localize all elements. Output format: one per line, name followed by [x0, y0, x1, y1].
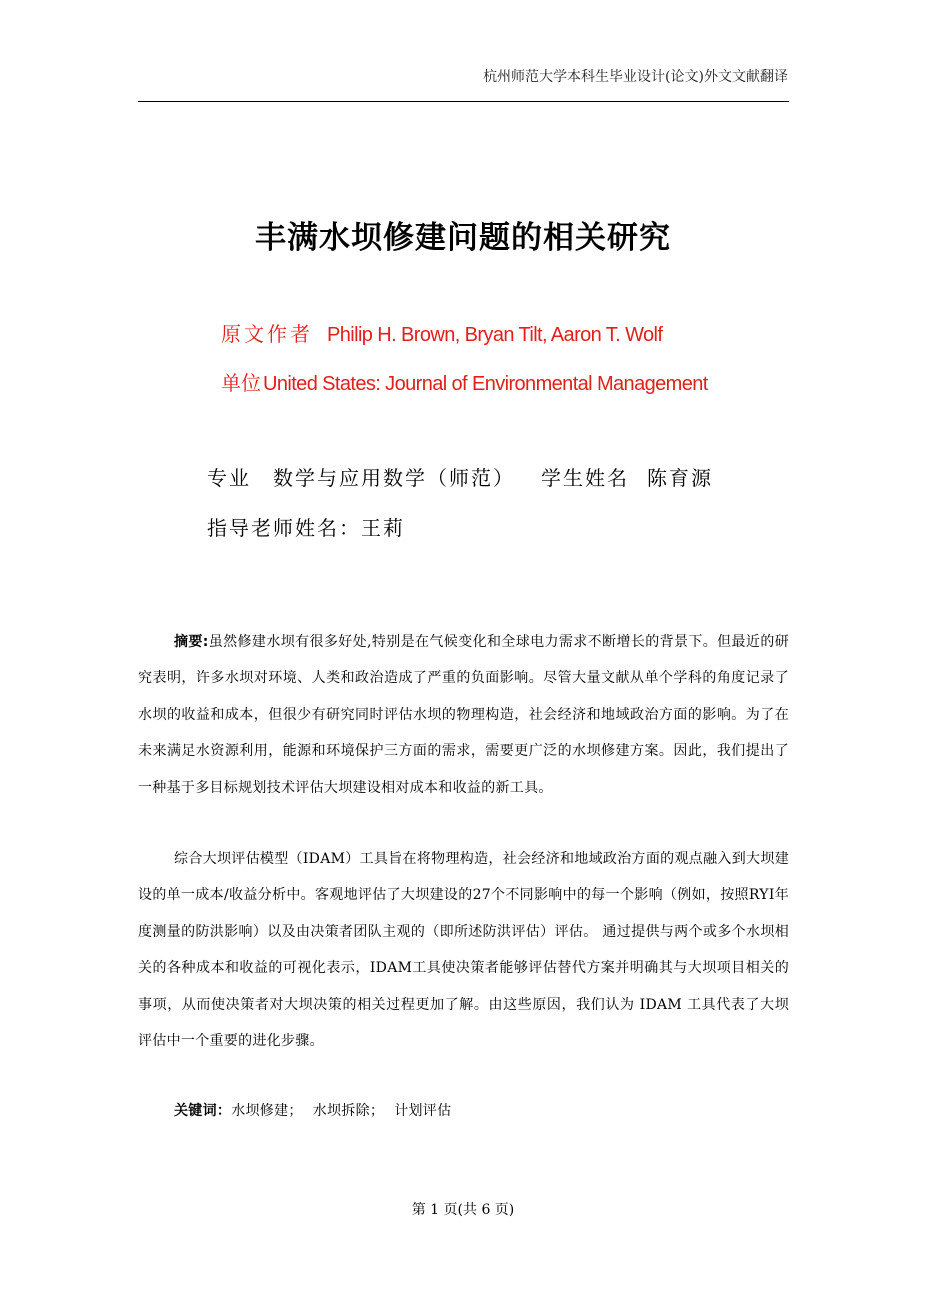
keyword-item: 水坝拆除；	[312, 1103, 385, 1119]
running-header: 杭州师范大学本科生毕业设计(论文)外文文献翻译	[483, 69, 788, 85]
unit-label: 单位	[221, 371, 261, 395]
keyword-item: 计划评估	[394, 1103, 452, 1119]
document-title: 丰满水坝修建问题的相关研究	[255, 220, 671, 256]
keyword-item: 水坝修建；	[231, 1103, 303, 1119]
unit-value: United States: Journal of Environmental Management	[263, 373, 708, 395]
body-paragraph: 综合大坝评估模型（IDAM）工具旨在将物理构造，社会经济和地域政治方面的观点融入到大坝建设的单一成本/收益分析中。客观地评估了大坝建设的27个不同影响中的每一个影响（例如，按照RYI年度测量的防洪影响）以及由决策者团队主观的（即所述防洪评估）评估。 通过提供与两个或多个水坝相关的各种成本和收益的可视化表示，IDAM工具使决策者能够评估替代方案并明确其与大坝项目相关的事项，从而使决策者对大坝决策的相关过程更加了解。由这些原因，我们认为 IDAM 工具代表了大坝评估中一个重要的进化步骤。	[138, 851, 789, 1050]
abstract-label: 摘要:	[174, 634, 209, 650]
student-label: 学生姓名	[541, 466, 629, 490]
abstract-paragraph	[138, 624, 789, 806]
advisor-label: 指导老师姓名：	[207, 516, 361, 540]
page-number: 第 1 页(共 6 页)	[411, 1202, 515, 1218]
header-divider	[138, 101, 789, 102]
keywords-label: 关键词：	[174, 1103, 232, 1119]
author-line	[221, 318, 662, 347]
abstract-text: 虽然修建水坝有很多好处,特别是在气候变化和全球电力需求不断增长的背景下。但最近的研究表明，许多水坝对环境、人类和政治造成了严重的负面影响。尽管大量文献从单个学科的角度记录了水坝的收益和成本，但很少有研究同时评估水坝的物理构造，社会经济和地域政治方面的影响。为了在未来满足水资源利用，能源和环境保护三方面的需求，需要更广泛的水坝修建方案。因此，我们提出了一种基于多目标规划技术评估大坝建设相对成本和收益的新工具。	[138, 634, 790, 796]
author-names: Philip H. Brown, Bryan Tilt, Aaron T. Wolf	[327, 324, 663, 346]
keywords-line	[174, 1100, 451, 1120]
major-student-line	[207, 462, 713, 491]
advisor-name: 王莉	[361, 516, 405, 540]
advisor-line	[207, 512, 405, 541]
unit-line	[221, 367, 708, 396]
student-name: 陈育源	[647, 466, 713, 490]
major-value: 数学与应用数学（师范）	[273, 466, 515, 490]
major-label: 专业	[207, 466, 251, 490]
author-label: 原文作者	[221, 322, 313, 346]
